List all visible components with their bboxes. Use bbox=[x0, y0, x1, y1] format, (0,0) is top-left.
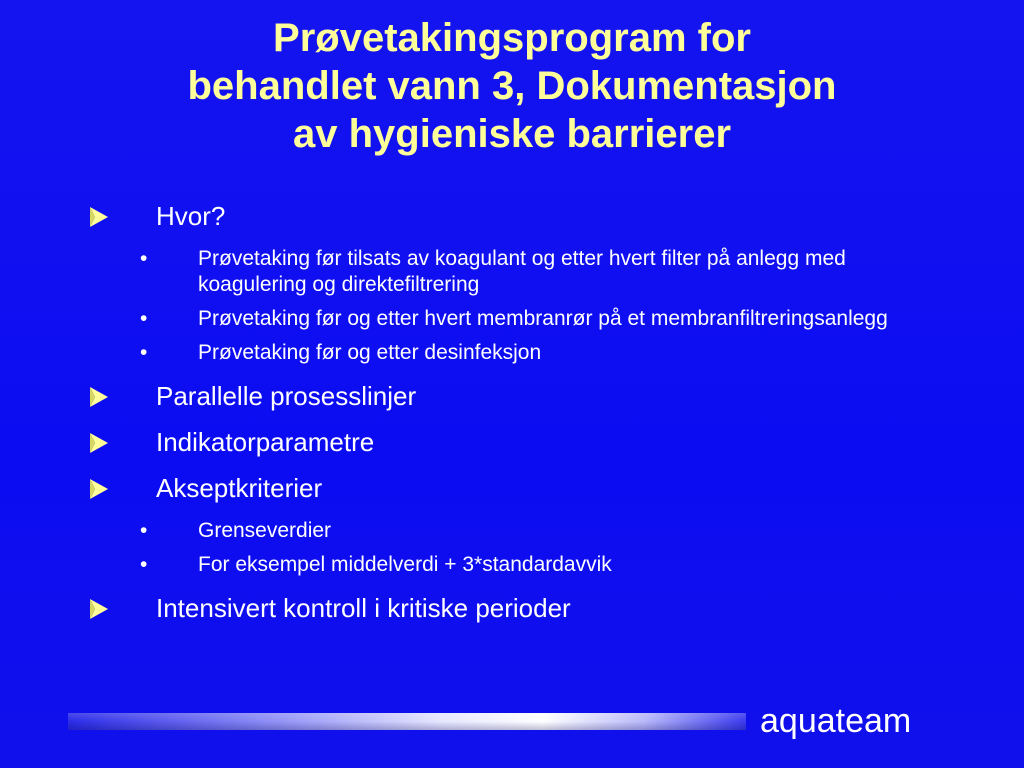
sub-bullet-item bbox=[0, 518, 1024, 544]
arrow-bullet-icon bbox=[88, 386, 110, 408]
sub-bullet-text: Prøvetaking før og etter hvert membranrør på et membranfiltreringsanlegg bbox=[198, 307, 888, 330]
sub-bullet-text: Prøvetaking før tilsats av koagulant og etter hvert filter på anlegg med koagulering og direktefiltrering bbox=[198, 247, 846, 296]
bullet-item bbox=[0, 592, 1024, 624]
bullet-item bbox=[0, 426, 1024, 458]
arrow-bullet-icon bbox=[88, 478, 110, 500]
sub-bullet-text: Grenseverdier bbox=[198, 519, 332, 542]
bullet-item bbox=[0, 380, 1024, 412]
sub-bullet-marker: • bbox=[140, 519, 148, 542]
sub-bullet-text: Prøvetaking før og etter desinfeksjon bbox=[198, 341, 542, 364]
bullet-text: Parallelle prosesslinjer bbox=[156, 381, 417, 411]
sub-bullet-item bbox=[0, 246, 1024, 298]
sub-bullet-item bbox=[0, 340, 1024, 366]
bullet-item bbox=[0, 200, 1024, 232]
sub-bullet-item bbox=[0, 306, 1024, 332]
slide-title-line-1: Prøvetakingsprogram for bbox=[273, 16, 751, 60]
bullet-list bbox=[0, 200, 1024, 638]
bullet-text: Indikatorparametre bbox=[156, 427, 375, 457]
arrow-bullet-icon bbox=[88, 206, 110, 228]
sub-bullet-marker: • bbox=[140, 341, 148, 364]
bullet-item bbox=[0, 472, 1024, 504]
slide-title-line-3: av hygieniske barrierer bbox=[292, 112, 732, 156]
sub-bullet-text: For eksempel middelverdi + 3*standardavvik bbox=[198, 553, 612, 576]
slide-title-line-2: behandlet vann 3, Dokumentasjon bbox=[187, 64, 837, 108]
sub-bullet-marker: • bbox=[140, 247, 148, 270]
brand-logo-text: aquateam bbox=[760, 702, 912, 740]
arrow-bullet-icon bbox=[88, 432, 110, 454]
footer-gradient-bar bbox=[68, 713, 746, 730]
sub-bullet-marker: • bbox=[140, 307, 148, 330]
arrow-bullet-icon bbox=[88, 598, 110, 620]
bullet-text: Hvor? bbox=[156, 201, 226, 231]
sub-bullet-marker: • bbox=[140, 553, 148, 576]
bullet-text: Akseptkriterier bbox=[156, 473, 323, 503]
bullet-text: Intensivert kontroll i kritiske perioder bbox=[156, 593, 571, 623]
sub-bullet-item bbox=[0, 552, 1024, 578]
slide-title bbox=[40, 14, 984, 158]
